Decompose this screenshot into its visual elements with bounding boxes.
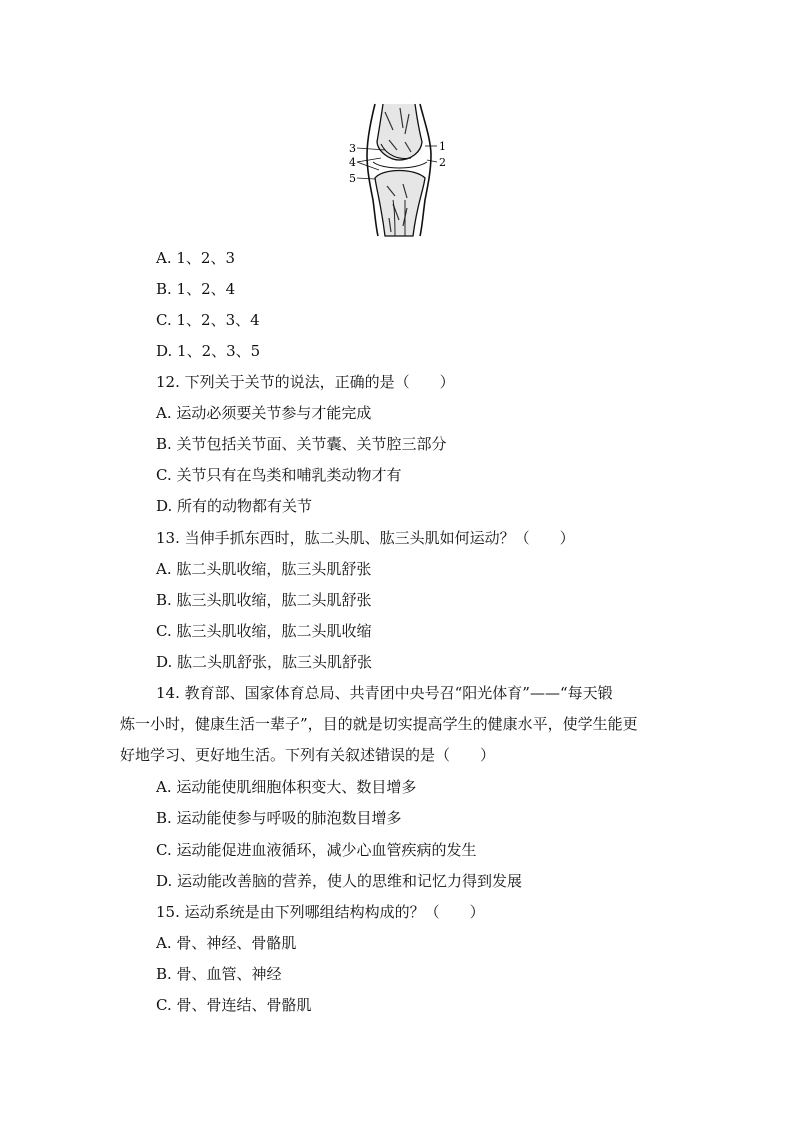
q14-option-a: A. 运动能使肌细胞体积变大、数目增多: [156, 778, 417, 796]
q11-option-c: C. 1、2、3、4: [156, 311, 260, 329]
q12-option-b: B. 关节包括关节面、关节囊、关节腔三部分: [156, 435, 447, 453]
q12-option-d: D. 所有的动物都有关节: [156, 497, 313, 515]
q11-option-b: B. 1、2、4: [156, 280, 236, 298]
q14-option-b: B. 运动能使参与呼吸的肺泡数目增多: [156, 809, 402, 827]
q15-stem: 15. 运动系统是由下列哪组结构构成的？（ ）: [156, 903, 485, 921]
q15-option-c: C. 骨、骨连结、骨骼肌: [156, 996, 312, 1014]
q11-option-d: D. 1、2、3、5: [156, 342, 261, 360]
q13-option-a: A. 肱二头肌收缩，肱三头肌舒张: [156, 560, 372, 578]
q14-option-c: C. 运动能促进血液循环，减少心血管疾病的发生: [156, 841, 477, 859]
q14-stem-line-3: 好地学习、更好地生活。下列有关叙述错误的是（ ）: [120, 746, 496, 764]
q14-option-d: D. 运动能改善脑的营养，使人的思维和记忆力得到发展: [156, 872, 523, 890]
q12-stem: 12. 下列关于关节的说法，正确的是（ ）: [156, 373, 455, 391]
label-3: 3: [349, 142, 356, 155]
q14-stem-line-1: 14. 教育部、国家体育总局、共青团中央号召“阳光体育”——“每天锻: [156, 684, 613, 702]
label-4: 4: [349, 156, 356, 169]
q13-option-c: C. 肱三头肌收缩，肱二头肌收缩: [156, 622, 372, 640]
q13-option-d: D. 肱二头肌舒张，肱三头肌舒张: [156, 653, 373, 671]
joint-diagram: [345, 100, 450, 238]
q13-option-b: B. 肱三头肌收缩，肱二头肌舒张: [156, 591, 372, 609]
label-1: 1: [439, 140, 446, 153]
q12-option-a: A. 运动必须要关节参与才能完成: [156, 404, 372, 422]
q15-option-b: B. 骨、血管、神经: [156, 965, 282, 983]
q11-option-a: A. 1、2、3: [156, 249, 235, 267]
q12-option-c: C. 关节只有在鸟类和哺乳类动物才有: [156, 466, 402, 484]
q15-option-a: A. 骨、神经、骨骼肌: [156, 934, 297, 952]
q14-stem-line-2: 炼一小时，健康生活一辈子”，目的就是切实提高学生的健康水平，使学生能更: [120, 715, 638, 733]
label-2: 2: [439, 156, 446, 169]
label-5: 5: [349, 172, 356, 185]
q13-stem: 13. 当伸手抓东西时，肱二头肌、肱三头肌如何运动？（ ）: [156, 529, 575, 547]
